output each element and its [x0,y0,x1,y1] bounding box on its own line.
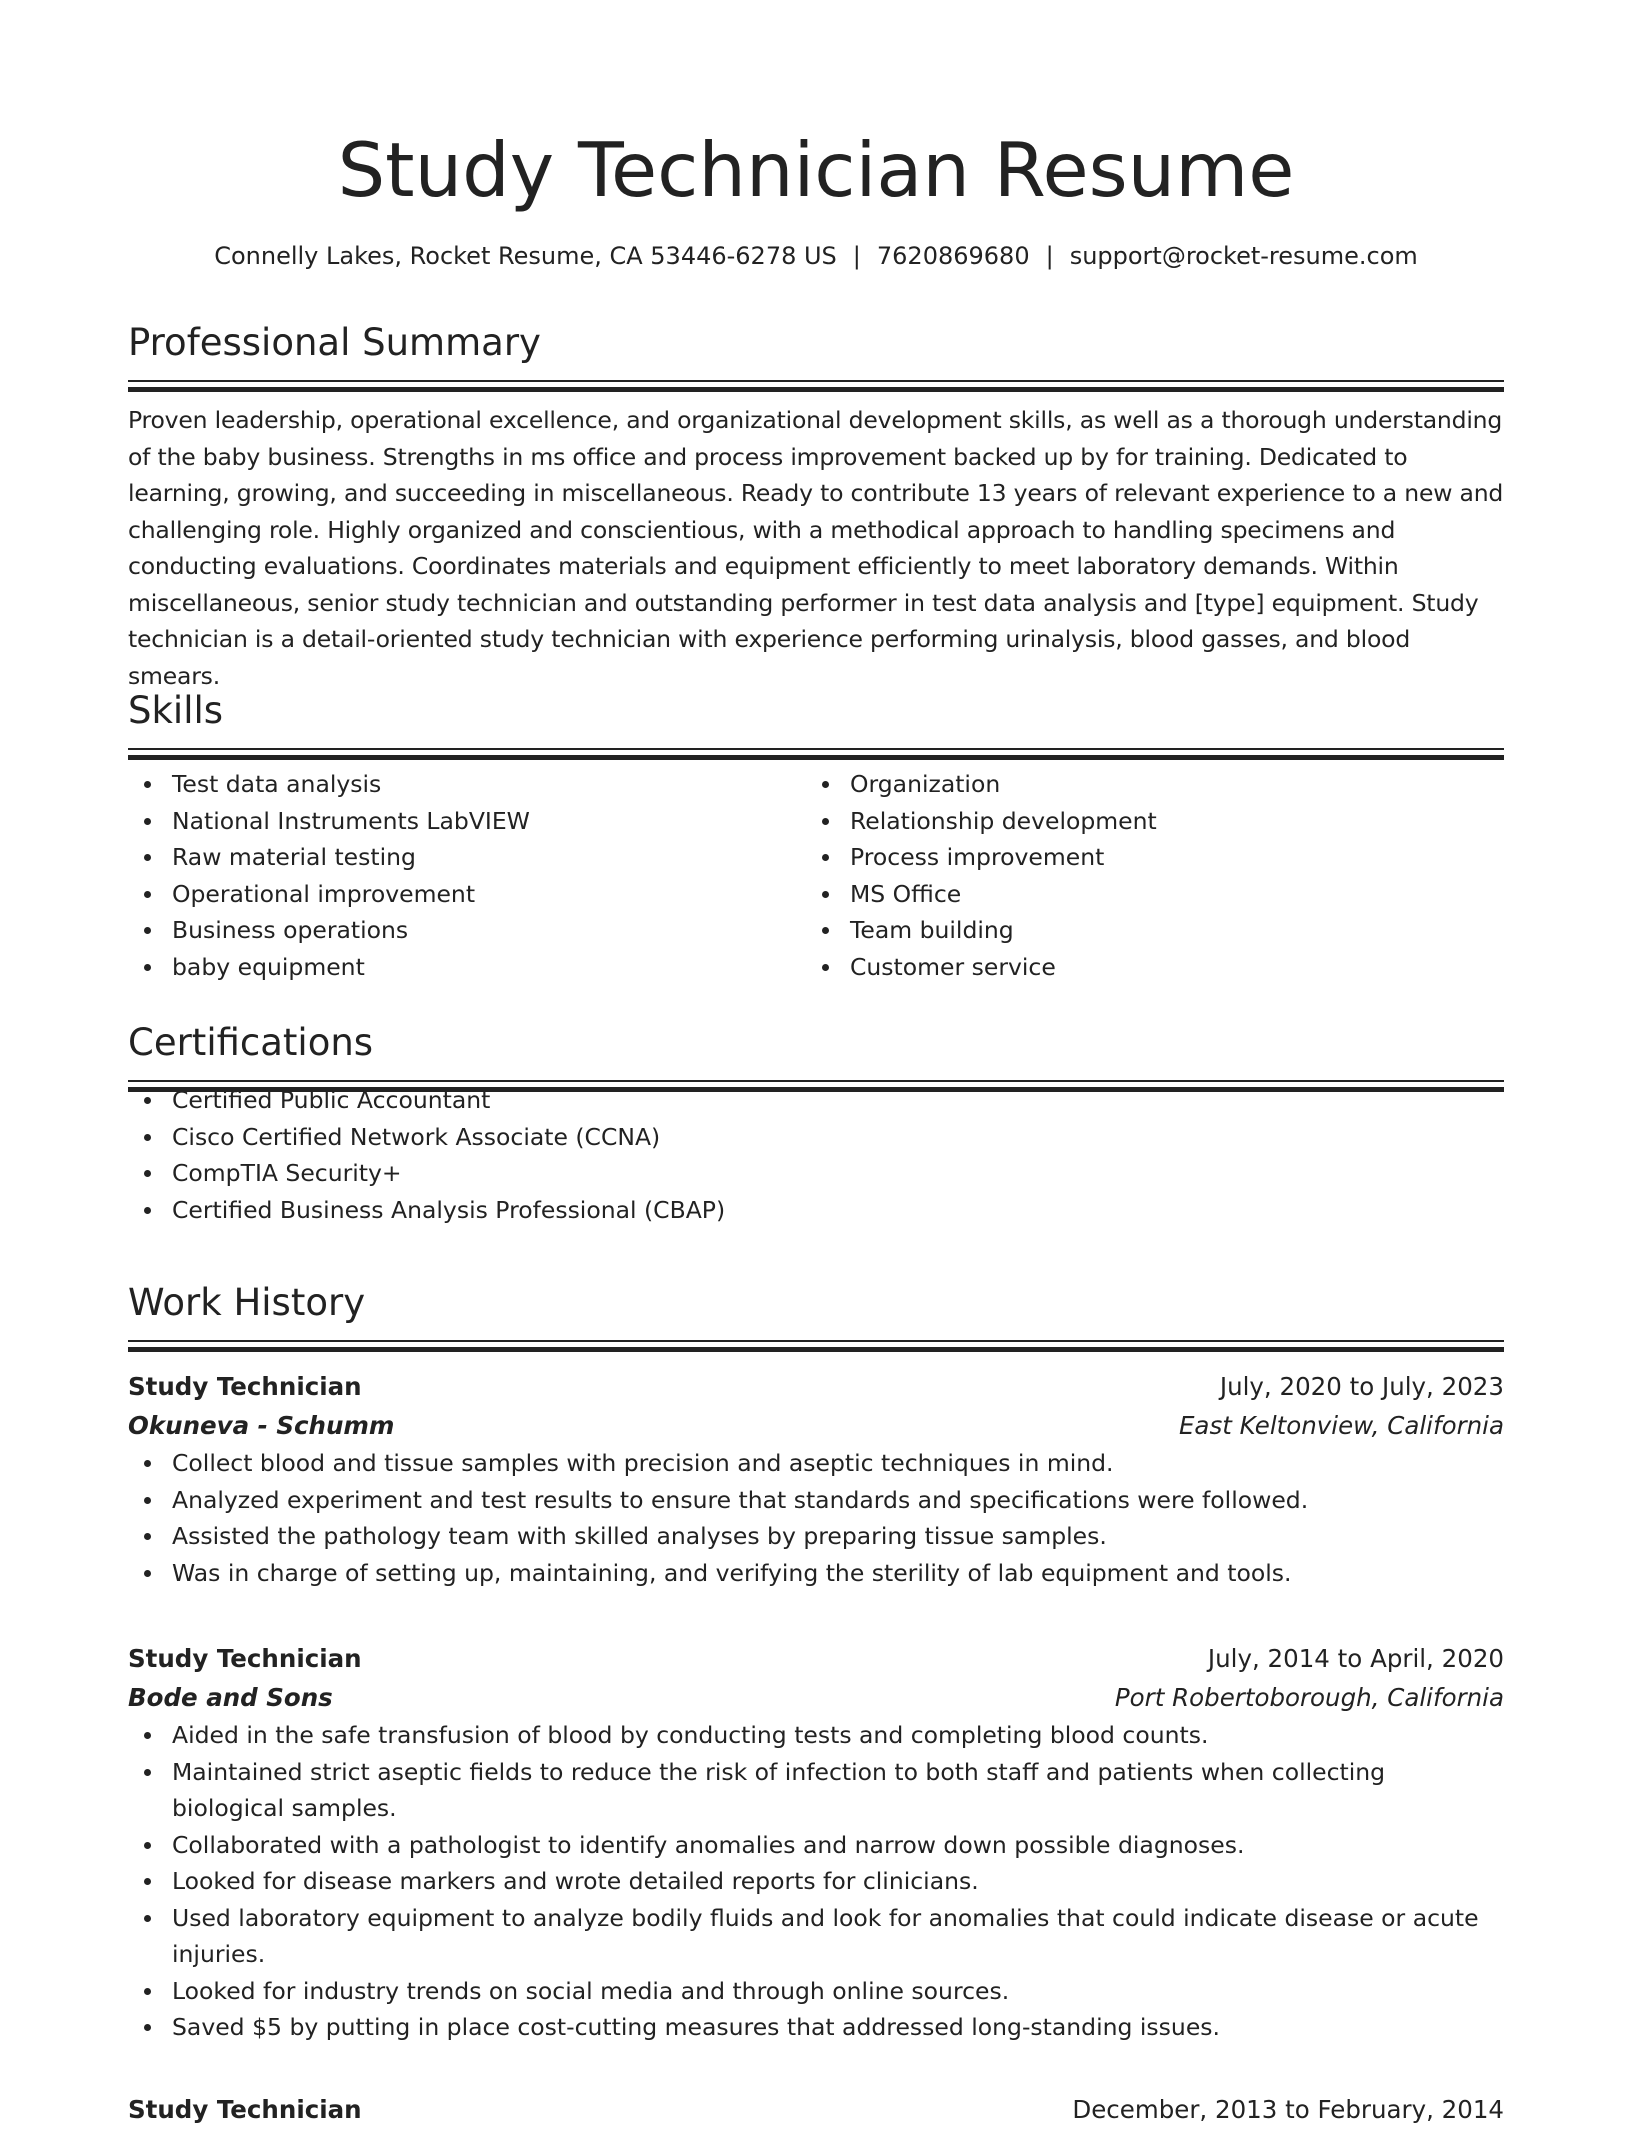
job-entry [128,1639,1504,2046]
job-title: Study Technician [128,2095,362,2124]
skill-item: Business operations [128,912,806,949]
section-heading-summary: Professional Summary [128,321,541,364]
job-entry [128,1367,1504,1591]
job-bullet-list [128,1717,1504,2046]
skills-grid [128,766,1504,985]
job-bullet: Analyzed experiment and test results to ensure that standards and specifications were followed. [128,1482,1504,1519]
skill-item: MS Office [806,876,1484,913]
certification-item: Cisco Certified Network Associate (CCNA) [128,1119,1504,1156]
job-header-row [128,2090,1504,2129]
job-dates: July, 2020 to July, 2023 [1219,1372,1504,1401]
certifications-list [128,1082,1504,1228]
section-divider [128,748,1504,750]
skill-item: Team building [806,912,1484,949]
section-heading-certifications: Certifications [128,1021,374,1064]
job-bullet: Collaborated with a pathologist to identify anomalies and narrow down possible diagnoses. [128,1827,1504,1864]
skill-item: National Instruments LabVIEW [128,803,806,840]
certification-item: Certified Business Analysis Professional (CBAP) [128,1192,1504,1229]
job-header-row [128,1367,1504,1406]
contact-address: Connelly Lakes, Rocket Resume, CA 53446-6278 US [214,242,837,270]
job-header-row [128,1639,1504,1678]
job-subheader-row [128,1406,1504,1445]
skill-item: Process improvement [806,839,1484,876]
summary-section [128,318,1504,694]
skill-item: Operational improvement [128,876,806,913]
job-dates: December, 2013 to February, 2014 [1072,2095,1504,2124]
summary-text: Proven leadership, operational excellence, and organizational development skills, as well as a thorough understanding of the baby business. Strengths in ms office and process improvement backed up by for training. Dedicated to learning, growing, and succeeding in miscellaneous. Ready to contribute 13 years of relevant experience to a new and challenging role. Highly organized and conscientious, with a methodical approach to handling specimens and conducting evaluations. Coordinates materials and equipment efficiently to meet laboratory demands. Within miscellaneous, senior study technician and outstanding performer in test data analysis and [type] equipment. Study technician is a detail-oriented study technician with experience performing urinalysis, blood gasses, and blood smears. [128,406,1504,690]
job-bullet: Was in charge of setting up, maintaining, and verifying the sterility of lab equipment and tools. [128,1555,1504,1592]
job-entry [128,2090,1504,2129]
skill-item: Relationship development [806,803,1484,840]
skill-item: Organization [806,766,1484,803]
certification-item: CompTIA Security+ [128,1155,1504,1192]
skills-section [128,686,1504,985]
contact-phone: 7620869680 [876,242,1030,270]
certifications-section [128,1018,1504,1228]
certification-item: Certified Public Accountant [128,1082,1504,1119]
contact-line [128,238,1504,274]
skills-column-right [806,766,1484,985]
section-heading-work-history: Work History [128,1281,366,1324]
job-location: Port Robertoborough, California [1114,1683,1504,1712]
contact-email[interactable]: support@rocket-resume.com [1069,242,1418,270]
job-title: Study Technician [128,1644,362,1673]
job-dates: July, 2014 to April, 2020 [1207,1644,1504,1673]
skill-item: baby equipment [128,949,806,986]
contact-separator: | [852,242,861,270]
job-title: Study Technician [128,1372,362,1401]
job-bullet: Saved $5 by putting in place cost-cutting measures that addressed long-standing issues. [128,2009,1504,2046]
job-bullet: Collect blood and tissue samples with precision and aseptic techniques in mind. [128,1445,1504,1482]
job-bullet: Looked for industry trends on social media and through online sources. [128,1973,1504,2010]
work-history-section [128,1278,1504,1342]
job-company: Okuneva - Schumm [128,1411,395,1440]
job-bullet: Assisted the pathology team with skilled analyses by preparing tissue samples. [128,1518,1504,1555]
job-subheader-row [128,1678,1504,1717]
job-bullet: Looked for disease markers and wrote detailed reports for clinicians. [128,1863,1504,1900]
contact-separator: | [1045,242,1054,270]
skill-item: Raw material testing [128,839,806,876]
section-divider [128,1340,1504,1342]
skill-item: Customer service [806,949,1484,986]
skills-column-left [128,766,806,985]
job-bullet: Aided in the safe transfusion of blood by conducting tests and completing blood counts. [128,1717,1504,1754]
skill-item: Test data analysis [128,766,806,803]
job-bullet: Maintained strict aseptic fields to reduce the risk of infection to both staff and patients when collecting biological samples. [128,1754,1504,1827]
section-divider [128,380,1504,382]
job-company: Bode and Sons [128,1683,333,1712]
resume-title: Study Technician Resume [337,126,1295,214]
job-location: East Keltonview, California [1178,1411,1504,1440]
section-heading-skills: Skills [128,689,224,732]
job-bullet-list [128,1445,1504,1591]
job-bullet: Used laboratory equipment to analyze bodily fluids and look for anomalies that could indicate disease or acute injuries. [128,1900,1504,1973]
